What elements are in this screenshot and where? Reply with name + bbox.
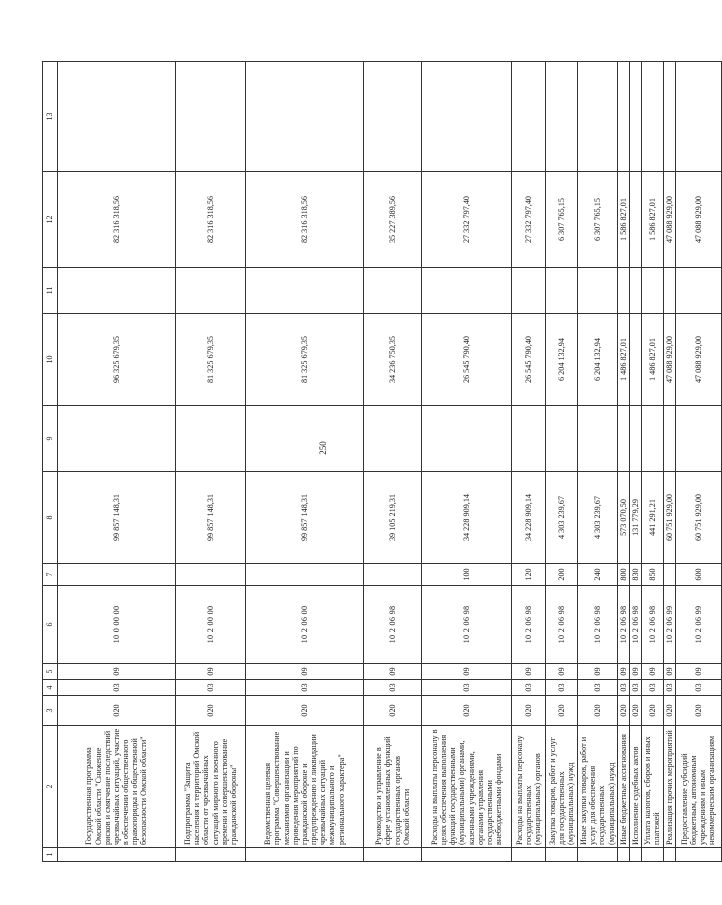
row-index-cell <box>422 848 512 862</box>
row-index-cell <box>629 848 641 862</box>
ministry-code-cell: 020 <box>546 696 578 726</box>
column-header: 12 <box>43 172 58 268</box>
amount-col11-cell <box>58 268 176 314</box>
subsection-code-cell: 09 <box>422 664 512 680</box>
amount-col10-cell: 47 088 929,00 <box>663 314 675 406</box>
column-header: 13 <box>43 62 58 172</box>
section-code-cell: 03 <box>58 680 176 696</box>
amount-col8-cell: 34 228 909,14 <box>512 472 546 564</box>
amount-col10-cell <box>629 314 641 406</box>
amount-col13-cell <box>675 62 721 172</box>
amount-col10-cell: 6 204 132,94 <box>546 314 578 406</box>
target-article-cell: 10 2 06 98 <box>578 586 618 664</box>
amount-col8-cell: 60 751 929,00 <box>663 472 675 564</box>
amount-col13-cell <box>546 62 578 172</box>
amount-col9-cell <box>176 406 246 472</box>
amount-col12-cell: 82 316 318,56 <box>176 172 246 268</box>
amount-col11-cell <box>675 268 721 314</box>
amount-col10-cell: 34 236 750,35 <box>364 314 422 406</box>
ministry-code-cell: 020 <box>578 696 618 726</box>
amount-col8-cell: 60 751 929,00 <box>675 472 721 564</box>
subsection-code-cell: 09 <box>642 664 663 680</box>
ministry-code-cell: 020 <box>675 696 721 726</box>
target-article-cell: 10 0 00 00 <box>58 586 176 664</box>
column-header: 4 <box>43 680 58 696</box>
subsection-code-cell: 09 <box>617 664 629 680</box>
amount-col11-cell <box>246 268 364 314</box>
expense-type-cell: 830 <box>629 564 641 586</box>
item-name-cell: Иные закупки товаров, работ и услуг для обеспечения государственных (муниципальных) нужд <box>578 726 618 848</box>
subsection-code-cell: 09 <box>629 664 641 680</box>
amount-col12-cell: 27 332 797,40 <box>422 172 512 268</box>
item-name-cell: Исполнение судебных актов <box>629 726 641 848</box>
column-header: 11 <box>43 268 58 314</box>
section-code-cell: 03 <box>617 680 629 696</box>
table-row <box>364 62 422 862</box>
amount-col8-cell: 99 857 148,31 <box>246 472 364 564</box>
amount-col9-cell <box>578 406 618 472</box>
amount-col9-cell <box>629 406 641 472</box>
section-code-cell: 03 <box>546 680 578 696</box>
amount-col11-cell <box>629 268 641 314</box>
amount-col9-cell <box>422 406 512 472</box>
amount-col11-cell <box>663 268 675 314</box>
column-number-row <box>43 62 58 862</box>
amount-col13-cell <box>578 62 618 172</box>
target-article-cell: 10 2 06 98 <box>422 586 512 664</box>
item-name-cell: Уплата налогов, сборов и иных платежей <box>642 726 663 848</box>
subsection-code-cell: 09 <box>58 664 176 680</box>
ministry-code-cell: 020 <box>364 696 422 726</box>
amount-col13-cell <box>364 62 422 172</box>
row-index-cell <box>512 848 546 862</box>
section-code-cell: 03 <box>364 680 422 696</box>
amount-col9-cell <box>663 406 675 472</box>
amount-col13-cell <box>58 62 176 172</box>
amount-col13-cell <box>246 62 364 172</box>
amount-col9-cell <box>246 406 364 472</box>
section-code-cell: 03 <box>578 680 618 696</box>
amount-col13-cell <box>176 62 246 172</box>
amount-col12-cell: 27 332 797,40 <box>512 172 546 268</box>
row-index-cell <box>578 848 618 862</box>
target-article-cell: 10 2 06 00 <box>246 586 364 664</box>
row-index-cell <box>246 848 364 862</box>
item-name-cell: Государственная программа Омской области "Снижение рисков и смягчение последствий чрезвычайных ситуаций, участие в обеспечении общественного правопорядка и общественной безопасности Омской области" <box>58 726 176 848</box>
section-code-cell: 03 <box>642 680 663 696</box>
amount-col12-cell: 82 316 318,56 <box>58 172 176 268</box>
amount-col12-cell: 1 586 827,01 <box>642 172 663 268</box>
table-row <box>629 62 641 862</box>
expense-type-cell: 850 <box>642 564 663 586</box>
column-header: 6 <box>43 586 58 664</box>
amount-col13-cell <box>422 62 512 172</box>
table-row <box>422 62 512 862</box>
expense-type-cell: 200 <box>546 564 578 586</box>
item-name-cell: Расходы на выплаты персоналу в целях обеспечения выполнения функций государственными (муниципальными) органами, казенными учреждениями, органами управления государственными внебюджетными фондами <box>422 726 512 848</box>
row-index-cell <box>675 848 721 862</box>
subsection-code-cell: 09 <box>176 664 246 680</box>
row-index-cell <box>176 848 246 862</box>
amount-col12-cell: 47 088 929,00 <box>675 172 721 268</box>
ministry-code-cell: 020 <box>422 696 512 726</box>
amount-col10-cell: 6 204 132,94 <box>578 314 618 406</box>
target-article-cell: 10 2 06 99 <box>675 586 721 664</box>
amount-col8-cell: 99 857 148,31 <box>58 472 176 564</box>
amount-col11-cell <box>364 268 422 314</box>
expense-type-cell: 240 <box>578 564 618 586</box>
amount-col9-cell <box>546 406 578 472</box>
amount-col12-cell: 82 316 318,56 <box>246 172 364 268</box>
ministry-code-cell: 020 <box>642 696 663 726</box>
row-index-cell <box>617 848 629 862</box>
subsection-code-cell: 09 <box>246 664 364 680</box>
page-number: 250 <box>317 441 328 455</box>
column-header: 1 <box>43 848 58 862</box>
ministry-code-cell: 020 <box>58 696 176 726</box>
row-index-cell <box>58 848 176 862</box>
amount-col9-cell <box>675 406 721 472</box>
subsection-code-cell: 09 <box>663 664 675 680</box>
ministry-code-cell: 020 <box>512 696 546 726</box>
column-header: 2 <box>43 726 58 848</box>
expense-type-cell <box>246 564 364 586</box>
ministry-code-cell: 020 <box>617 696 629 726</box>
amount-col11-cell <box>546 268 578 314</box>
target-article-cell: 10 2 06 98 <box>546 586 578 664</box>
amount-col13-cell <box>617 62 629 172</box>
column-header: 3 <box>43 696 58 726</box>
item-name-cell: Подпрограмма "Защита населения и территорий Омской области от чрезвычайных ситуаций мирного и военного времени и совершенствование гражданской обороны" <box>176 726 246 848</box>
column-header: 5 <box>43 664 58 680</box>
ministry-code-cell: 020 <box>176 696 246 726</box>
section-code-cell: 03 <box>176 680 246 696</box>
row-index-cell <box>546 848 578 862</box>
row-index-cell <box>364 848 422 862</box>
amount-col8-cell: 4 303 239,67 <box>578 472 618 564</box>
amount-col11-cell <box>642 268 663 314</box>
ministry-code-cell: 020 <box>246 696 364 726</box>
amount-col10-cell: 1 486 827,01 <box>617 314 629 406</box>
expense-type-cell <box>58 564 176 586</box>
table-row <box>246 62 364 862</box>
column-header: 8 <box>43 472 58 564</box>
table-row <box>663 62 675 862</box>
amount-col11-cell <box>512 268 546 314</box>
expense-type-cell: 100 <box>422 564 512 586</box>
item-name-cell: Ведомственная целевая программа "Совершенствование механизмов организации и проведения мероприятий по гражданской обороне и предупреждению и ликвидации чрезвычайных ситуаций межмуниципального и регионального характера" <box>246 726 364 848</box>
amount-col13-cell <box>512 62 546 172</box>
section-code-cell: 03 <box>246 680 364 696</box>
target-article-cell: 10 2 06 99 <box>663 586 675 664</box>
amount-col11-cell <box>422 268 512 314</box>
target-article-cell: 10 2 06 98 <box>512 586 546 664</box>
column-header: 10 <box>43 314 58 406</box>
table-row <box>578 62 618 862</box>
subsection-code-cell: 09 <box>675 664 721 680</box>
table-row <box>617 62 629 862</box>
amount-col8-cell: 4 303 239,67 <box>546 472 578 564</box>
amount-col12-cell: 35 227 389,56 <box>364 172 422 268</box>
item-name-cell: Закупка товаров, работ и услуг для государственных (муниципальных) нужд <box>546 726 578 848</box>
table-row <box>176 62 246 862</box>
target-article-cell: 10 2 06 98 <box>364 586 422 664</box>
item-name-cell: Иные бюджетные ассигнования <box>617 726 629 848</box>
ministry-code-cell: 020 <box>629 696 641 726</box>
expense-type-cell <box>663 564 675 586</box>
expense-type-cell: 800 <box>617 564 629 586</box>
subsection-code-cell: 09 <box>512 664 546 680</box>
amount-col13-cell <box>663 62 675 172</box>
amount-col8-cell: 99 857 148,31 <box>176 472 246 564</box>
budget-table <box>42 61 722 862</box>
amount-col9-cell <box>617 406 629 472</box>
amount-col12-cell: 47 088 929,00 <box>663 172 675 268</box>
amount-col8-cell: 39 105 219,31 <box>364 472 422 564</box>
target-article-cell: 10 2 06 98 <box>617 586 629 664</box>
amount-col12-cell <box>629 172 641 268</box>
section-code-cell: 03 <box>512 680 546 696</box>
column-header: 7 <box>43 564 58 586</box>
amount-col11-cell <box>176 268 246 314</box>
ministry-code-cell: 020 <box>663 696 675 726</box>
item-name-cell: Предоставление субсидий бюджетным, автономным учреждениям и иным некоммерческим организациям <box>675 726 721 848</box>
expense-type-cell <box>364 564 422 586</box>
amount-col10-cell: 1 486 827,01 <box>642 314 663 406</box>
amount-col13-cell <box>629 62 641 172</box>
table-row <box>675 62 721 862</box>
budget-table-container <box>42 62 717 862</box>
expense-type-cell <box>176 564 246 586</box>
section-code-cell: 03 <box>629 680 641 696</box>
amount-col11-cell <box>617 268 629 314</box>
amount-col10-cell: 96 325 679,35 <box>58 314 176 406</box>
amount-col8-cell: 573 070,50 <box>617 472 629 564</box>
amount-col10-cell: 47 088 929,00 <box>675 314 721 406</box>
item-name-cell: Реализация прочих мероприятий <box>663 726 675 848</box>
amount-col10-cell: 81 325 679,35 <box>246 314 364 406</box>
amount-col11-cell <box>578 268 618 314</box>
amount-col9-cell <box>512 406 546 472</box>
amount-col9-cell <box>58 406 176 472</box>
table-body <box>58 62 722 862</box>
amount-col12-cell: 6 307 765,15 <box>578 172 618 268</box>
amount-col8-cell: 131 779,29 <box>629 472 641 564</box>
subsection-code-cell: 09 <box>546 664 578 680</box>
target-article-cell: 10 2 06 98 <box>629 586 641 664</box>
subsection-code-cell: 09 <box>364 664 422 680</box>
item-name-cell: Расходы на выплаты персоналу государственных (муниципальных) органов <box>512 726 546 848</box>
column-header: 9 <box>43 406 58 472</box>
amount-col13-cell <box>642 62 663 172</box>
target-article-cell: 10 2 00 00 <box>176 586 246 664</box>
section-code-cell: 03 <box>675 680 721 696</box>
target-article-cell: 10 2 06 98 <box>642 586 663 664</box>
section-code-cell: 03 <box>663 680 675 696</box>
amount-col12-cell: 6 307 765,15 <box>546 172 578 268</box>
amount-col9-cell <box>642 406 663 472</box>
amount-col8-cell: 441 291,21 <box>642 472 663 564</box>
amount-col10-cell: 81 325 679,35 <box>176 314 246 406</box>
table-row <box>58 62 176 862</box>
expense-type-cell: 600 <box>675 564 721 586</box>
amount-col10-cell: 26 545 790,40 <box>422 314 512 406</box>
row-index-cell <box>663 848 675 862</box>
subsection-code-cell: 09 <box>578 664 618 680</box>
table-row <box>546 62 578 862</box>
section-code-cell: 03 <box>422 680 512 696</box>
amount-col9-cell <box>364 406 422 472</box>
amount-col12-cell: 1 586 827,01 <box>617 172 629 268</box>
expense-type-cell: 120 <box>512 564 546 586</box>
item-name-cell: Руководство и управление в сфере установленных функций государственных органов Омской области <box>364 726 422 848</box>
amount-col10-cell: 26 545 790,40 <box>512 314 546 406</box>
table-row <box>642 62 663 862</box>
table-row <box>512 62 546 862</box>
amount-col8-cell: 34 228 909,14 <box>422 472 512 564</box>
row-index-cell <box>642 848 663 862</box>
